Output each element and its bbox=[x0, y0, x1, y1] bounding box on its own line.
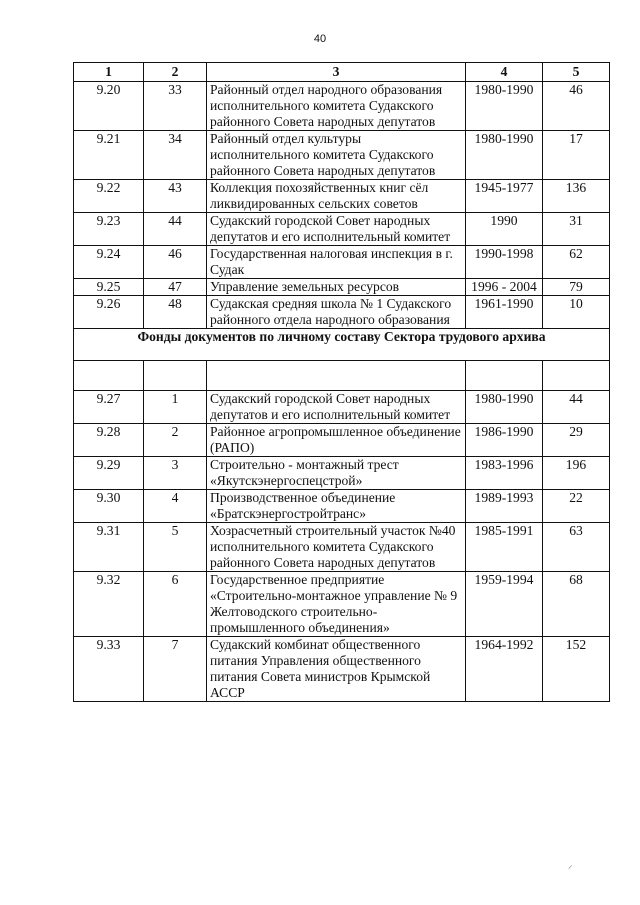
spacer-cell bbox=[207, 361, 466, 391]
item-count: 46 bbox=[543, 82, 610, 131]
fund-years: 1945-1977 bbox=[466, 180, 543, 213]
table-row bbox=[74, 82, 610, 131]
section-title: Фонды документов по личному составу Сектора трудового архива bbox=[74, 329, 610, 361]
fund-years: 1989-1993 bbox=[466, 490, 543, 523]
row-number: 9.21 bbox=[74, 131, 144, 180]
column-header: 5 bbox=[543, 63, 610, 82]
section-row bbox=[74, 329, 610, 361]
fund-number: 3 bbox=[144, 457, 207, 490]
fund-years: 1996 - 2004 bbox=[466, 279, 543, 296]
fund-name: Государственная налоговая инспекция в г. Судак bbox=[207, 246, 466, 279]
fund-number: 4 bbox=[144, 490, 207, 523]
fund-name: Районное агропромышленное объединение (РАПО) bbox=[207, 424, 466, 457]
fund-name: Районный отдел культуры исполнительного комитета Судакского районного Совета народных депутатов bbox=[207, 131, 466, 180]
fund-name: Районный отдел народного образования исполнительного комитета Судакского районного Совета народных депутатов bbox=[207, 82, 466, 131]
fund-name: Государственное предприятие «Строительно-монтажное управление № 9 Желтоводского строительно-промышленного объединения» bbox=[207, 572, 466, 637]
column-header: 3 bbox=[207, 63, 466, 82]
item-count: 79 bbox=[543, 279, 610, 296]
fund-number: 43 bbox=[144, 180, 207, 213]
row-number: 9.28 bbox=[74, 424, 144, 457]
header-row bbox=[74, 63, 610, 82]
fund-number: 6 bbox=[144, 572, 207, 637]
fund-years: 1980-1990 bbox=[466, 82, 543, 131]
fund-number: 46 bbox=[144, 246, 207, 279]
column-header: 4 bbox=[466, 63, 543, 82]
item-count: 63 bbox=[543, 523, 610, 572]
fund-years: 1964-1992 bbox=[466, 637, 543, 702]
fund-years: 1980-1990 bbox=[466, 391, 543, 424]
fund-name: Производственное объединение «Братскэнергостройтранс» bbox=[207, 490, 466, 523]
item-count: 31 bbox=[543, 213, 610, 246]
item-count: 10 bbox=[543, 296, 610, 329]
fund-years: 1961-1990 bbox=[466, 296, 543, 329]
fund-years: 1990 bbox=[466, 213, 543, 246]
table-row bbox=[74, 572, 610, 637]
fund-name: Судакский городской Совет народных депутатов и его исполнительный комитет bbox=[207, 391, 466, 424]
row-number: 9.29 bbox=[74, 457, 144, 490]
table-row bbox=[74, 180, 610, 213]
row-number: 9.25 bbox=[74, 279, 144, 296]
fund-years: 1983-1996 bbox=[466, 457, 543, 490]
page-number: 40 bbox=[313, 33, 327, 45]
item-count: 29 bbox=[543, 424, 610, 457]
fund-years: 1980-1990 bbox=[466, 131, 543, 180]
column-header: 2 bbox=[144, 63, 207, 82]
fund-name: Управление земельных ресурсов bbox=[207, 279, 466, 296]
table-row bbox=[74, 213, 610, 246]
row-number: 9.30 bbox=[74, 490, 144, 523]
item-count: 44 bbox=[543, 391, 610, 424]
table-row bbox=[74, 490, 610, 523]
fund-name: Строительно - монтажный трест «Якутскэнергоспецстрой» bbox=[207, 457, 466, 490]
spacer-cell bbox=[144, 361, 207, 391]
archive-fund-table bbox=[73, 62, 610, 702]
fund-years: 1985-1991 bbox=[466, 523, 543, 572]
fund-number: 48 bbox=[144, 296, 207, 329]
fund-name: Судакский городской Совет народных депутатов и его исполнительный комитет bbox=[207, 213, 466, 246]
spacer-cell bbox=[543, 361, 610, 391]
row-number: 9.27 bbox=[74, 391, 144, 424]
row-number: 9.24 bbox=[74, 246, 144, 279]
row-number: 9.32 bbox=[74, 572, 144, 637]
fund-number: 33 bbox=[144, 82, 207, 131]
row-number: 9.33 bbox=[74, 637, 144, 702]
row-number: 9.23 bbox=[74, 213, 144, 246]
item-count: 136 bbox=[543, 180, 610, 213]
fund-number: 47 bbox=[144, 279, 207, 296]
table-row bbox=[74, 131, 610, 180]
fund-name: Хозрасчетный строительный участок №40 исполнительного комитета Судакского районного Совета народных депутатов bbox=[207, 523, 466, 572]
scan-speck: ⸝ bbox=[568, 860, 573, 870]
table-row bbox=[74, 637, 610, 702]
fund-name: Судакский комбинат общественного питания Управления общественного питания Совета министров Крымской АССР bbox=[207, 637, 466, 702]
fund-years: 1990-1998 bbox=[466, 246, 543, 279]
table-row bbox=[74, 279, 610, 296]
spacer-row bbox=[74, 361, 610, 391]
column-header: 1 bbox=[74, 63, 144, 82]
table-row bbox=[74, 246, 610, 279]
fund-number: 2 bbox=[144, 424, 207, 457]
fund-name: Судакская средняя школа № 1 Судакского районного отдела народного образования bbox=[207, 296, 466, 329]
table-row bbox=[74, 424, 610, 457]
table-row bbox=[74, 457, 610, 490]
fund-number: 34 bbox=[144, 131, 207, 180]
item-count: 62 bbox=[543, 246, 610, 279]
table-row bbox=[74, 296, 610, 329]
table-row bbox=[74, 391, 610, 424]
fund-number: 7 bbox=[144, 637, 207, 702]
row-number: 9.26 bbox=[74, 296, 144, 329]
fund-number: 5 bbox=[144, 523, 207, 572]
spacer-cell bbox=[74, 361, 144, 391]
row-number: 9.20 bbox=[74, 82, 144, 131]
fund-number: 1 bbox=[144, 391, 207, 424]
row-number: 9.31 bbox=[74, 523, 144, 572]
item-count: 152 bbox=[543, 637, 610, 702]
fund-name: Коллекция похозяйственных книг сёл ликвидированных сельских советов bbox=[207, 180, 466, 213]
item-count: 68 bbox=[543, 572, 610, 637]
item-count: 196 bbox=[543, 457, 610, 490]
fund-number: 44 bbox=[144, 213, 207, 246]
row-number: 9.22 bbox=[74, 180, 144, 213]
fund-years: 1959-1994 bbox=[466, 572, 543, 637]
spacer-cell bbox=[466, 361, 543, 391]
fund-years: 1986-1990 bbox=[466, 424, 543, 457]
item-count: 22 bbox=[543, 490, 610, 523]
table-row bbox=[74, 523, 610, 572]
item-count: 17 bbox=[543, 131, 610, 180]
